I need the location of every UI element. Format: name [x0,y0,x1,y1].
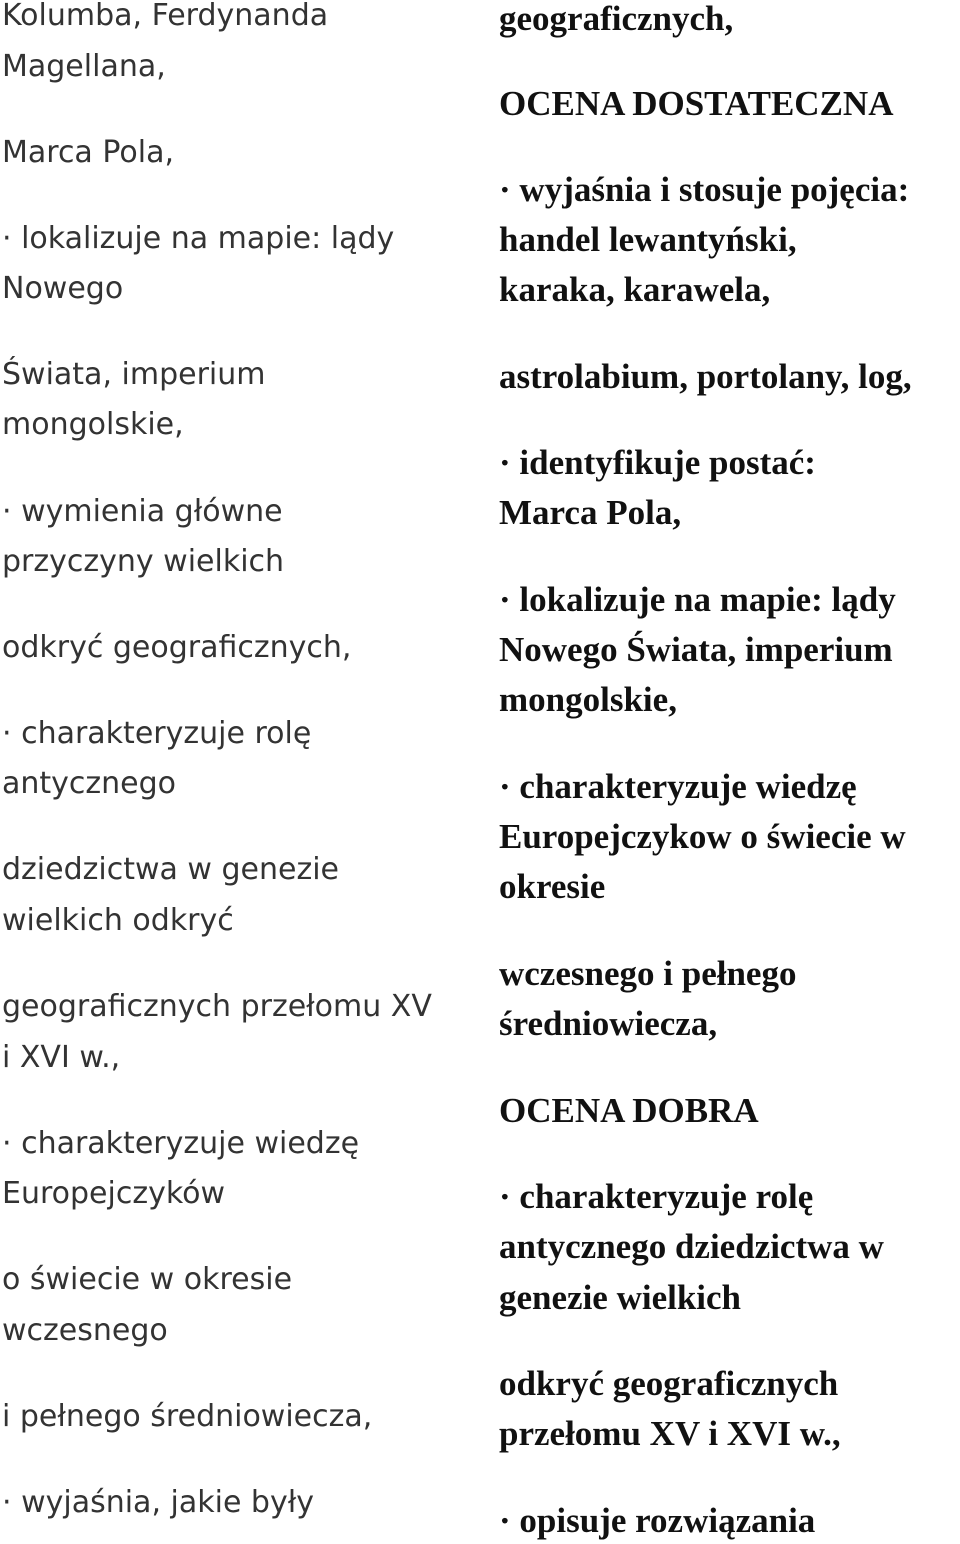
right-line: · charakteryzuje wiedzę [499,767,857,806]
right-line: wczesnego i pełnego [499,954,797,993]
left-column [2,0,472,1544]
left-line: Magellana, [2,49,166,84]
left-line: wczesnego [2,1313,168,1348]
left-line: · charakteryzuje wiedzę [2,1126,360,1161]
right-line: Europejczykow o świecie w [499,817,906,856]
right-line: Nowego Świata, imperium [499,630,893,669]
right-line: karaka, karawela, [499,270,771,309]
left-line: · wymienia główne [2,494,283,529]
right-line: antycznego dziedzictwa w [499,1227,884,1266]
right-line: mongolskie, [499,680,677,719]
right-line: Marca Pola, [499,493,682,532]
left-line: · lokalizuje na mapie: lądy [2,221,395,256]
left-line: Nowego [2,271,124,306]
right-line: · opisuje rozwiązania [499,1501,816,1540]
left-line: · charakteryzuje rolę [2,716,312,751]
right-line: genezie wielkich [499,1278,742,1317]
grade-heading-dobra: OCENA DOBRA [499,1091,759,1130]
left-line: i pełnego średniowiecza, [2,1399,373,1434]
right-column [499,0,960,1544]
right-line: okresie [499,867,606,906]
left-line: Kolumba, Ferdynanda [2,0,329,33]
left-line: wielkich odkryć [2,903,234,938]
left-line: Europejczyków [2,1176,226,1211]
left-line: przyczyny wielkich [2,544,285,579]
right-line: geograficznych, [499,0,734,38]
left-line: antycznego [2,766,177,801]
grade-heading-dostateczna: OCENA DOSTATECZNA [499,84,894,123]
left-line: Świata, imperium [2,357,266,392]
right-line: odkryć geograficznych [499,1364,839,1403]
left-line: geograficznych przełomu XV [2,989,432,1024]
left-line: dziedzictwa w genezie [2,852,340,887]
right-line: · identyfikuje postać: [499,443,816,482]
right-line: przełomu XV i XVI w., [499,1414,841,1453]
left-line: odkryć geograficznych, [2,630,352,665]
left-line: i XVI w., [2,1040,121,1075]
left-line: Marca Pola, [2,135,174,170]
right-line: średniowiecza, [499,1004,718,1043]
right-line: · lokalizuje na mapie: lądy [499,580,896,619]
right-line: · charakteryzuje rolę [499,1177,814,1216]
right-line: astrolabium, portolany, log, [499,357,912,396]
left-line: o świecie w okresie [2,1262,293,1297]
right-line: handel lewantyński, [499,220,797,259]
left-line: mongolskie, [2,407,184,442]
right-line: · wyjaśnia i stosuje pojęcia: [499,170,910,209]
left-line: · wyjaśnia, jakie były [2,1485,315,1520]
